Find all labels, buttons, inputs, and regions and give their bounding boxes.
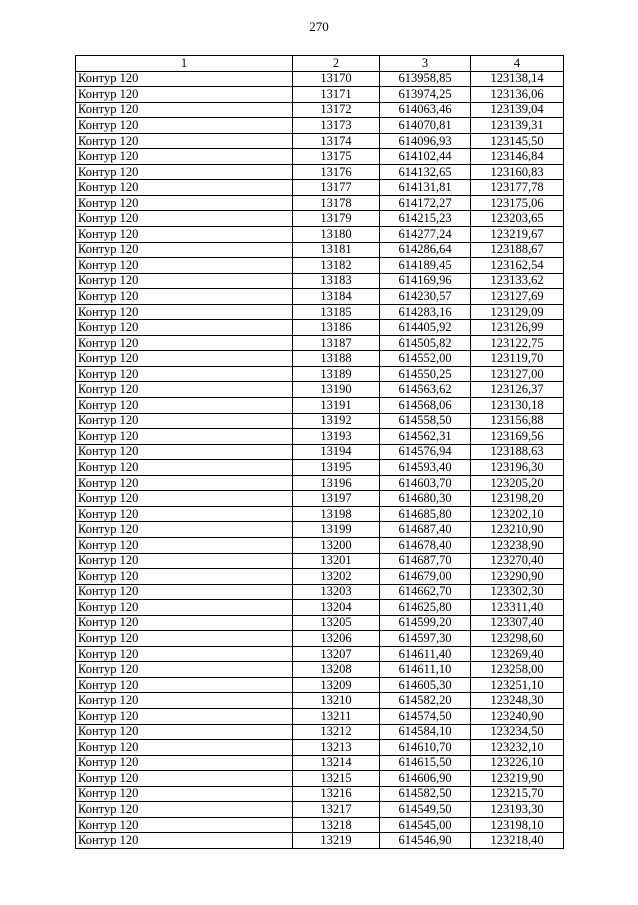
y-coordinate-cell: 123160,83 <box>471 164 564 180</box>
y-coordinate-cell: 123202,10 <box>471 506 564 522</box>
x-coordinate-cell: 614574,50 <box>380 708 471 724</box>
x-coordinate-cell: 613958,85 <box>380 71 471 87</box>
y-coordinate-cell: 123177,78 <box>471 180 564 196</box>
y-coordinate-cell: 123218,40 <box>471 833 564 849</box>
x-coordinate-cell: 614169,96 <box>380 273 471 289</box>
table-row <box>76 522 564 538</box>
point-number-cell: 13190 <box>293 382 380 398</box>
contour-name-cell: Контур 120 <box>76 475 293 491</box>
contour-name-cell: Контур 120 <box>76 740 293 756</box>
x-coordinate-cell: 614562,31 <box>380 429 471 445</box>
table-body <box>76 71 564 848</box>
contour-name-cell: Контур 120 <box>76 755 293 771</box>
table-row <box>76 320 564 336</box>
x-coordinate-cell: 614550,25 <box>380 366 471 382</box>
x-coordinate-cell: 614563,62 <box>380 382 471 398</box>
x-coordinate-cell: 614611,40 <box>380 646 471 662</box>
point-number-cell: 13198 <box>293 506 380 522</box>
point-number-cell: 13175 <box>293 149 380 165</box>
contour-name-cell: Контур 120 <box>76 833 293 849</box>
x-coordinate-cell: 614625,80 <box>380 600 471 616</box>
x-coordinate-cell: 614552,00 <box>380 351 471 367</box>
contour-name-cell: Контур 120 <box>76 600 293 616</box>
column-header-4: 4 <box>471 56 564 72</box>
table-row <box>76 195 564 211</box>
contour-name-cell: Контур 120 <box>76 71 293 87</box>
x-coordinate-cell: 614687,40 <box>380 522 471 538</box>
y-coordinate-cell: 123127,00 <box>471 366 564 382</box>
table-row <box>76 335 564 351</box>
table-row <box>76 646 564 662</box>
y-coordinate-cell: 123138,14 <box>471 71 564 87</box>
table-row <box>76 833 564 849</box>
point-number-cell: 13201 <box>293 553 380 569</box>
contour-name-cell: Контур 120 <box>76 242 293 258</box>
point-number-cell: 13179 <box>293 211 380 227</box>
y-coordinate-cell: 123205,20 <box>471 475 564 491</box>
y-coordinate-cell: 123129,09 <box>471 304 564 320</box>
table-row <box>76 491 564 507</box>
x-coordinate-cell: 614680,30 <box>380 491 471 507</box>
y-coordinate-cell: 123290,90 <box>471 569 564 585</box>
contour-name-cell: Контур 120 <box>76 195 293 211</box>
point-number-cell: 13178 <box>293 195 380 211</box>
point-number-cell: 13170 <box>293 71 380 87</box>
x-coordinate-cell: 614576,94 <box>380 444 471 460</box>
point-number-cell: 13181 <box>293 242 380 258</box>
table-row <box>76 631 564 647</box>
contour-name-cell: Контур 120 <box>76 662 293 678</box>
point-number-cell: 13182 <box>293 258 380 274</box>
table-row <box>76 677 564 693</box>
x-coordinate-cell: 614096,93 <box>380 133 471 149</box>
point-number-cell: 13192 <box>293 413 380 429</box>
point-number-cell: 13216 <box>293 786 380 802</box>
x-coordinate-cell: 614131,81 <box>380 180 471 196</box>
table-row <box>76 569 564 585</box>
contour-name-cell: Контур 120 <box>76 506 293 522</box>
table-row <box>76 724 564 740</box>
contour-name-cell: Контур 120 <box>76 444 293 460</box>
x-coordinate-cell: 614189,45 <box>380 258 471 274</box>
table-row <box>76 413 564 429</box>
table-row <box>76 755 564 771</box>
contour-name-cell: Контур 120 <box>76 366 293 382</box>
contour-name-cell: Контур 120 <box>76 258 293 274</box>
contour-name-cell: Контур 120 <box>76 724 293 740</box>
point-number-cell: 13197 <box>293 491 380 507</box>
x-coordinate-cell: 614678,40 <box>380 537 471 553</box>
x-coordinate-cell: 614545,00 <box>380 817 471 833</box>
x-coordinate-cell: 614605,30 <box>380 677 471 693</box>
table-row <box>76 740 564 756</box>
y-coordinate-cell: 123122,75 <box>471 335 564 351</box>
y-coordinate-cell: 123196,30 <box>471 460 564 476</box>
x-coordinate-cell: 614597,30 <box>380 631 471 647</box>
x-coordinate-cell: 614063,46 <box>380 102 471 118</box>
contour-name-cell: Контур 120 <box>76 646 293 662</box>
table-row <box>76 227 564 243</box>
contour-name-cell: Контур 120 <box>76 537 293 553</box>
y-coordinate-cell: 123238,90 <box>471 537 564 553</box>
y-coordinate-cell: 123248,30 <box>471 693 564 709</box>
point-number-cell: 13171 <box>293 87 380 103</box>
contour-name-cell: Контур 120 <box>76 771 293 787</box>
contour-name-cell: Контур 120 <box>76 320 293 336</box>
point-number-cell: 13189 <box>293 366 380 382</box>
point-number-cell: 13174 <box>293 133 380 149</box>
point-number-cell: 13177 <box>293 180 380 196</box>
point-number-cell: 13173 <box>293 118 380 134</box>
table-row <box>76 506 564 522</box>
contour-name-cell: Контур 120 <box>76 273 293 289</box>
x-coordinate-cell: 614662,70 <box>380 584 471 600</box>
x-coordinate-cell: 614102,44 <box>380 149 471 165</box>
table-header-row <box>76 56 564 72</box>
y-coordinate-cell: 123219,90 <box>471 771 564 787</box>
contour-name-cell: Контур 120 <box>76 460 293 476</box>
table-row <box>76 102 564 118</box>
table-row <box>76 366 564 382</box>
contour-name-cell: Контур 120 <box>76 522 293 538</box>
contour-name-cell: Контур 120 <box>76 227 293 243</box>
y-coordinate-cell: 123198,10 <box>471 817 564 833</box>
contour-name-cell: Контур 120 <box>76 615 293 631</box>
point-number-cell: 13184 <box>293 289 380 305</box>
table-row <box>76 708 564 724</box>
y-coordinate-cell: 123234,50 <box>471 724 564 740</box>
table-row <box>76 258 564 274</box>
x-coordinate-cell: 614558,50 <box>380 413 471 429</box>
y-coordinate-cell: 123126,99 <box>471 320 564 336</box>
contour-name-cell: Контур 120 <box>76 491 293 507</box>
contour-name-cell: Контур 120 <box>76 304 293 320</box>
y-coordinate-cell: 123169,56 <box>471 429 564 445</box>
x-coordinate-cell: 614593,40 <box>380 460 471 476</box>
point-number-cell: 13195 <box>293 460 380 476</box>
y-coordinate-cell: 123210,90 <box>471 522 564 538</box>
table-row <box>76 537 564 553</box>
x-coordinate-cell: 614599,20 <box>380 615 471 631</box>
y-coordinate-cell: 123258,00 <box>471 662 564 678</box>
contour-name-cell: Контур 120 <box>76 693 293 709</box>
column-header-1: 1 <box>76 56 293 72</box>
contour-name-cell: Контур 120 <box>76 708 293 724</box>
table-row <box>76 118 564 134</box>
x-coordinate-cell: 614611,10 <box>380 662 471 678</box>
x-coordinate-cell: 614606,90 <box>380 771 471 787</box>
y-coordinate-cell: 123146,84 <box>471 149 564 165</box>
table-row <box>76 289 564 305</box>
y-coordinate-cell: 123270,40 <box>471 553 564 569</box>
column-header-3: 3 <box>380 56 471 72</box>
y-coordinate-cell: 123175,06 <box>471 195 564 211</box>
y-coordinate-cell: 123156,88 <box>471 413 564 429</box>
contour-name-cell: Контур 120 <box>76 786 293 802</box>
contour-name-cell: Контур 120 <box>76 211 293 227</box>
y-coordinate-cell: 123203,65 <box>471 211 564 227</box>
x-coordinate-cell: 614603,70 <box>380 475 471 491</box>
x-coordinate-cell: 614549,50 <box>380 802 471 818</box>
x-coordinate-cell: 614582,20 <box>380 693 471 709</box>
point-number-cell: 13211 <box>293 708 380 724</box>
x-coordinate-cell: 614546,90 <box>380 833 471 849</box>
y-coordinate-cell: 123198,20 <box>471 491 564 507</box>
point-number-cell: 13209 <box>293 677 380 693</box>
x-coordinate-cell: 614568,06 <box>380 398 471 414</box>
x-coordinate-cell: 614685,80 <box>380 506 471 522</box>
point-number-cell: 13210 <box>293 693 380 709</box>
page-number: 270 <box>309 19 329 34</box>
column-header-2: 2 <box>293 56 380 72</box>
point-number-cell: 13172 <box>293 102 380 118</box>
x-coordinate-cell: 614615,50 <box>380 755 471 771</box>
x-coordinate-cell: 614070,81 <box>380 118 471 134</box>
table-row <box>76 304 564 320</box>
point-number-cell: 13214 <box>293 755 380 771</box>
point-number-cell: 13206 <box>293 631 380 647</box>
table-row <box>76 817 564 833</box>
x-coordinate-cell: 614132,65 <box>380 164 471 180</box>
contour-name-cell: Контур 120 <box>76 802 293 818</box>
y-coordinate-cell: 123188,63 <box>471 444 564 460</box>
y-coordinate-cell: 123139,31 <box>471 118 564 134</box>
y-coordinate-cell: 123219,67 <box>471 227 564 243</box>
y-coordinate-cell: 123251,10 <box>471 677 564 693</box>
contour-name-cell: Контур 120 <box>76 87 293 103</box>
table-row <box>76 600 564 616</box>
contour-name-cell: Контур 120 <box>76 398 293 414</box>
point-number-cell: 13176 <box>293 164 380 180</box>
y-coordinate-cell: 123127,69 <box>471 289 564 305</box>
y-coordinate-cell: 123130,18 <box>471 398 564 414</box>
y-coordinate-cell: 123226,10 <box>471 755 564 771</box>
y-coordinate-cell: 123119,70 <box>471 351 564 367</box>
point-number-cell: 13219 <box>293 833 380 849</box>
y-coordinate-cell: 123311,40 <box>471 600 564 616</box>
table-row <box>76 398 564 414</box>
table-row <box>76 693 564 709</box>
point-number-cell: 13193 <box>293 429 380 445</box>
table-row <box>76 553 564 569</box>
contour-name-cell: Контур 120 <box>76 335 293 351</box>
point-number-cell: 13185 <box>293 304 380 320</box>
y-coordinate-cell: 123136,06 <box>471 87 564 103</box>
x-coordinate-cell: 614582,50 <box>380 786 471 802</box>
contour-name-cell: Контур 120 <box>76 817 293 833</box>
contour-name-cell: Контур 120 <box>76 631 293 647</box>
point-number-cell: 13191 <box>293 398 380 414</box>
point-number-cell: 13208 <box>293 662 380 678</box>
point-number-cell: 13186 <box>293 320 380 336</box>
table-row <box>76 133 564 149</box>
x-coordinate-cell: 614505,82 <box>380 335 471 351</box>
table-row <box>76 71 564 87</box>
y-coordinate-cell: 123269,40 <box>471 646 564 662</box>
x-coordinate-cell: 614172,27 <box>380 195 471 211</box>
table-row <box>76 180 564 196</box>
contour-name-cell: Контур 120 <box>76 351 293 367</box>
point-number-cell: 13199 <box>293 522 380 538</box>
point-number-cell: 13212 <box>293 724 380 740</box>
point-number-cell: 13204 <box>293 600 380 616</box>
x-coordinate-cell: 614230,57 <box>380 289 471 305</box>
table-row <box>76 351 564 367</box>
x-coordinate-cell: 613974,25 <box>380 87 471 103</box>
table-row <box>76 460 564 476</box>
contour-name-cell: Контур 120 <box>76 164 293 180</box>
table-row <box>76 273 564 289</box>
x-coordinate-cell: 614679,00 <box>380 569 471 585</box>
y-coordinate-cell: 123307,40 <box>471 615 564 631</box>
contour-name-cell: Контур 120 <box>76 118 293 134</box>
x-coordinate-cell: 614405,92 <box>380 320 471 336</box>
point-number-cell: 13205 <box>293 615 380 631</box>
point-number-cell: 13207 <box>293 646 380 662</box>
table-row <box>76 242 564 258</box>
table-row <box>76 87 564 103</box>
x-coordinate-cell: 614610,70 <box>380 740 471 756</box>
contour-name-cell: Контур 120 <box>76 102 293 118</box>
contour-name-cell: Контур 120 <box>76 569 293 585</box>
y-coordinate-cell: 123302,30 <box>471 584 564 600</box>
contour-name-cell: Контур 120 <box>76 584 293 600</box>
contour-name-cell: Контур 120 <box>76 289 293 305</box>
contour-name-cell: Контур 120 <box>76 677 293 693</box>
table-row <box>76 771 564 787</box>
point-number-cell: 13200 <box>293 537 380 553</box>
x-coordinate-cell: 614584,10 <box>380 724 471 740</box>
point-number-cell: 13217 <box>293 802 380 818</box>
point-number-cell: 13196 <box>293 475 380 491</box>
point-number-cell: 13215 <box>293 771 380 787</box>
contour-name-cell: Контур 120 <box>76 382 293 398</box>
y-coordinate-cell: 123139,04 <box>471 102 564 118</box>
table-row <box>76 164 564 180</box>
table-row <box>76 786 564 802</box>
table-row <box>76 802 564 818</box>
contour-name-cell: Контур 120 <box>76 553 293 569</box>
contour-name-cell: Контур 120 <box>76 180 293 196</box>
table-row <box>76 382 564 398</box>
table-row <box>76 149 564 165</box>
x-coordinate-cell: 614277,24 <box>380 227 471 243</box>
point-number-cell: 13188 <box>293 351 380 367</box>
x-coordinate-cell: 614286,64 <box>380 242 471 258</box>
y-coordinate-cell: 123298,60 <box>471 631 564 647</box>
point-number-cell: 13218 <box>293 817 380 833</box>
coordinates-table <box>75 55 564 849</box>
x-coordinate-cell: 614687,70 <box>380 553 471 569</box>
contour-name-cell: Контур 120 <box>76 149 293 165</box>
x-coordinate-cell: 614283,16 <box>380 304 471 320</box>
point-number-cell: 13213 <box>293 740 380 756</box>
table-row <box>76 584 564 600</box>
y-coordinate-cell: 123240,90 <box>471 708 564 724</box>
point-number-cell: 13202 <box>293 569 380 585</box>
contour-name-cell: Контур 120 <box>76 429 293 445</box>
table-row <box>76 662 564 678</box>
contour-name-cell: Контур 120 <box>76 413 293 429</box>
table-row <box>76 211 564 227</box>
y-coordinate-cell: 123193,30 <box>471 802 564 818</box>
point-number-cell: 13194 <box>293 444 380 460</box>
y-coordinate-cell: 123188,67 <box>471 242 564 258</box>
x-coordinate-cell: 614215,23 <box>380 211 471 227</box>
y-coordinate-cell: 123145,50 <box>471 133 564 149</box>
contour-name-cell: Контур 120 <box>76 133 293 149</box>
y-coordinate-cell: 123126,37 <box>471 382 564 398</box>
table-row <box>76 429 564 445</box>
y-coordinate-cell: 123215,70 <box>471 786 564 802</box>
table-row <box>76 615 564 631</box>
table-row <box>76 475 564 491</box>
point-number-cell: 13183 <box>293 273 380 289</box>
table-row <box>76 444 564 460</box>
point-number-cell: 13187 <box>293 335 380 351</box>
y-coordinate-cell: 123133,62 <box>471 273 564 289</box>
point-number-cell: 13203 <box>293 584 380 600</box>
y-coordinate-cell: 123162,54 <box>471 258 564 274</box>
point-number-cell: 13180 <box>293 227 380 243</box>
y-coordinate-cell: 123232,10 <box>471 740 564 756</box>
